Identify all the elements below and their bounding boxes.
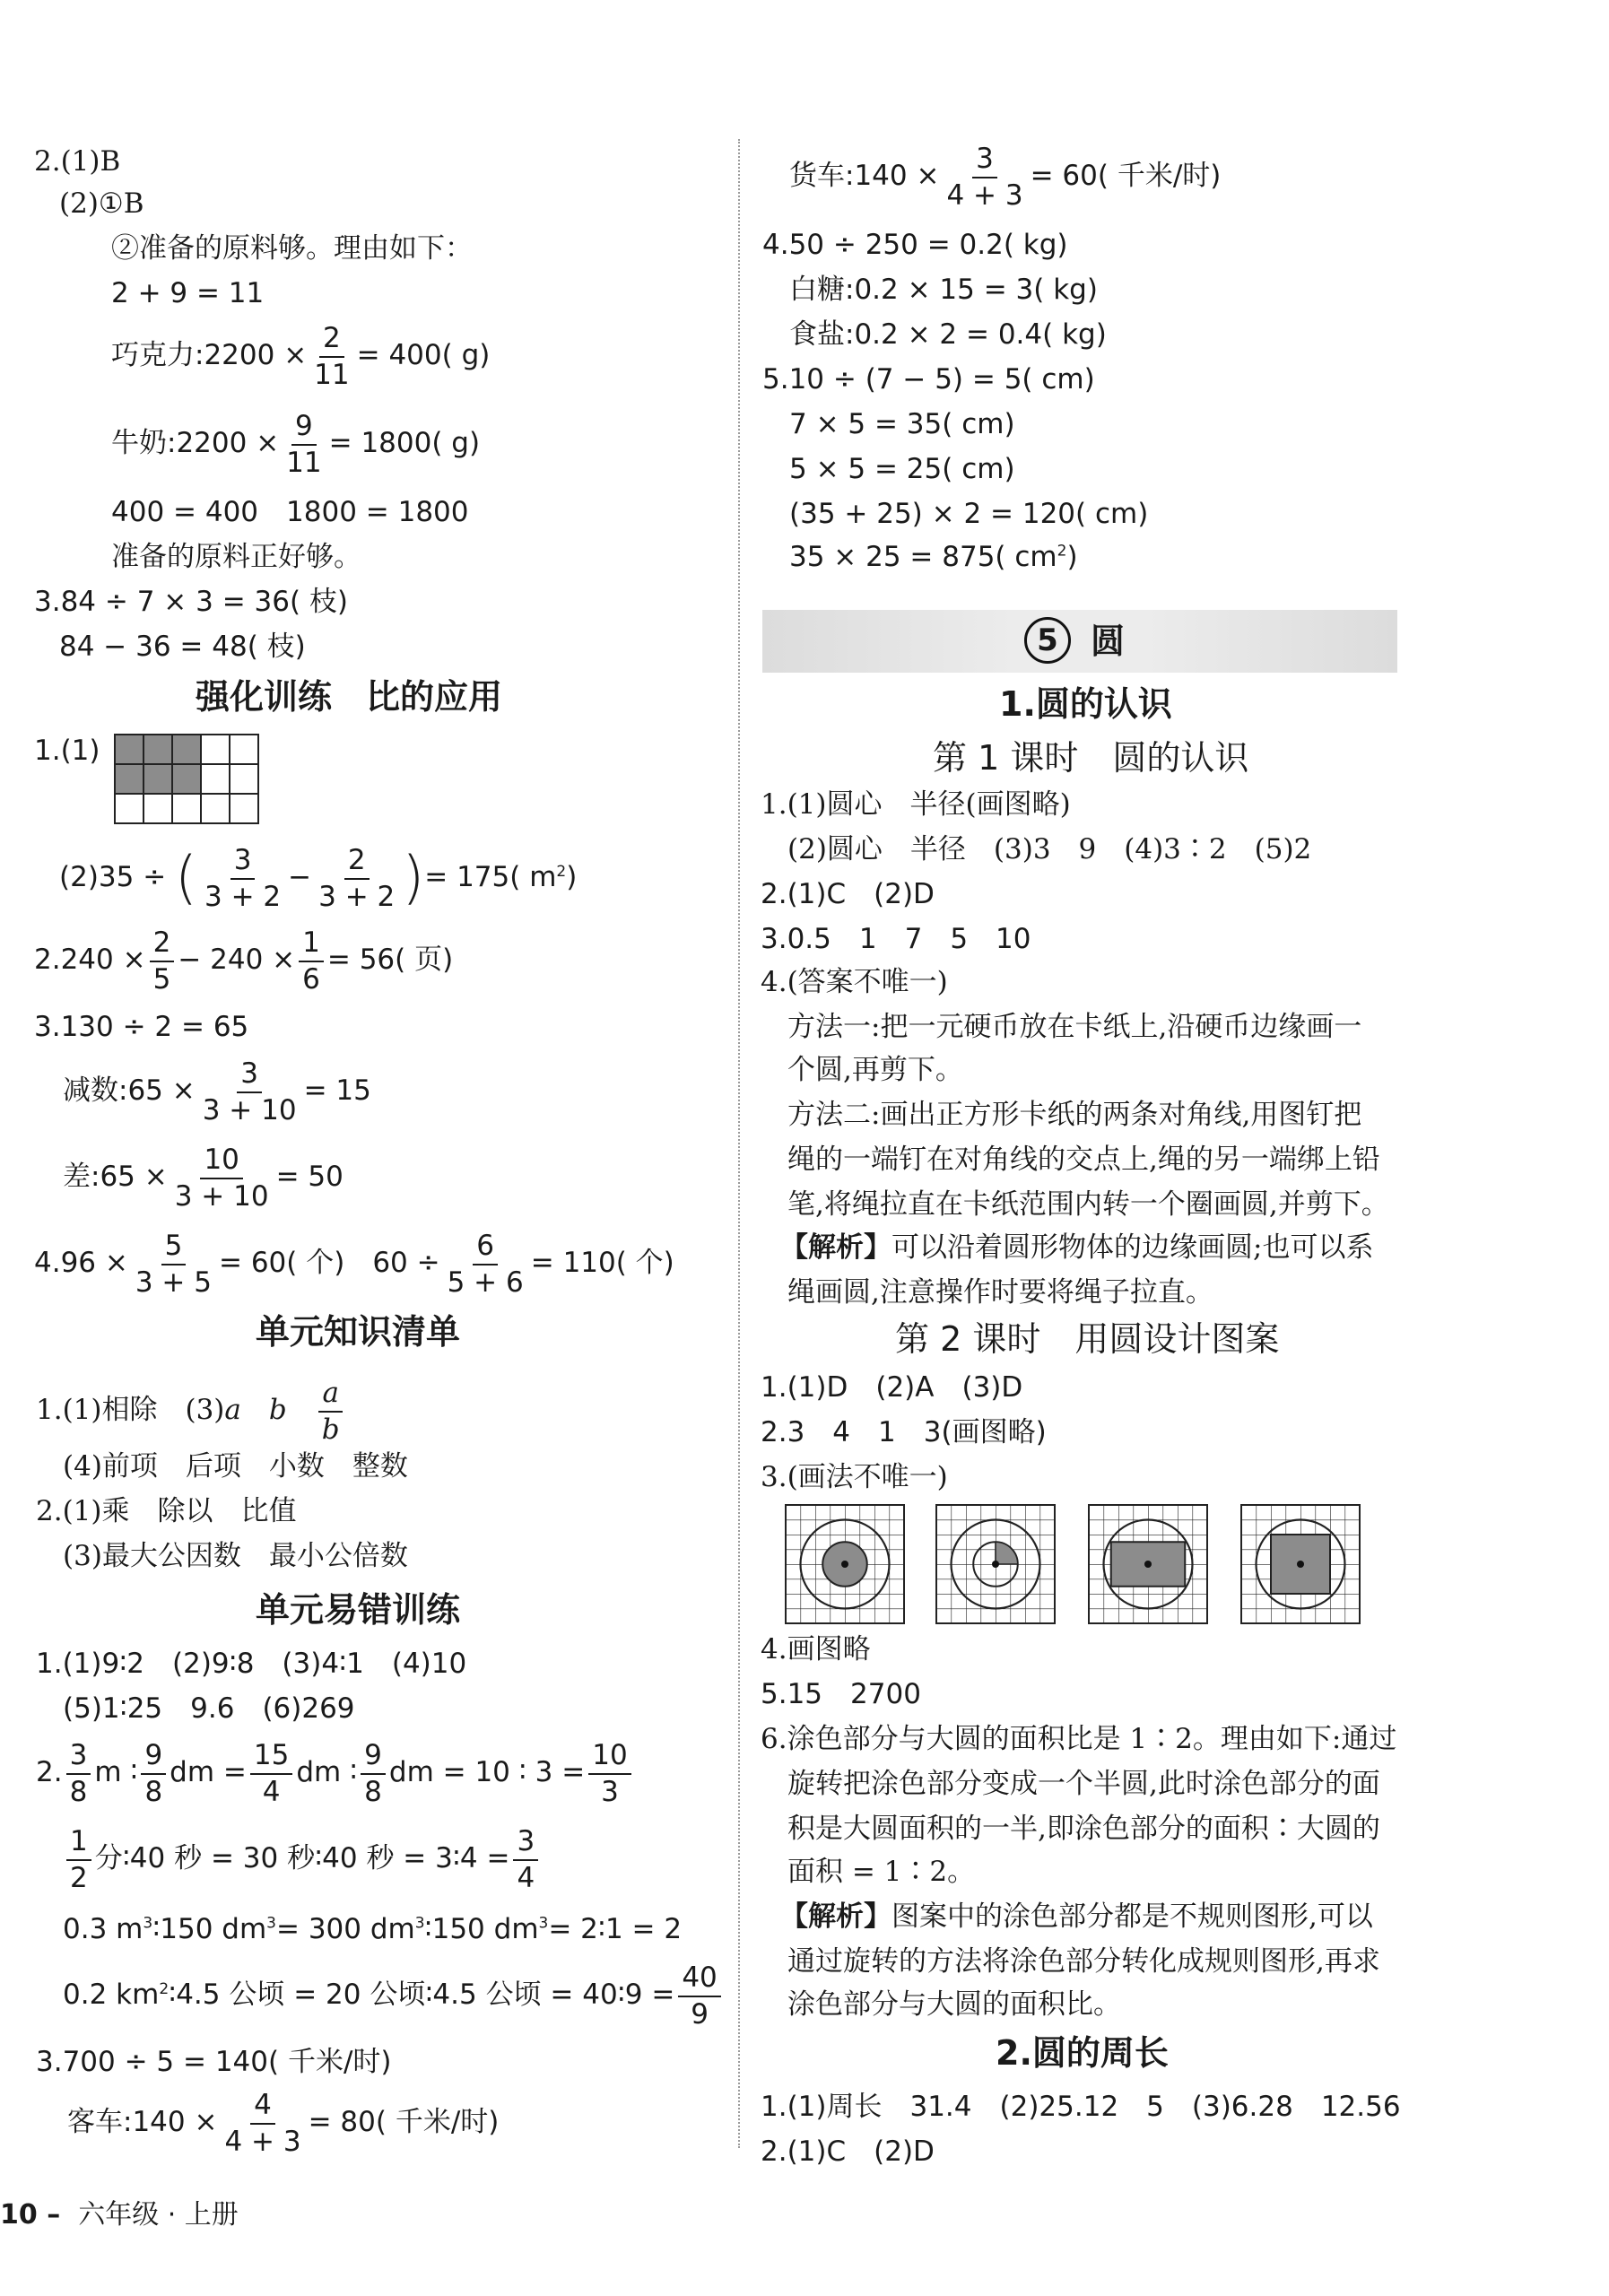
section-heading: 2.圆的周长 <box>996 2033 1169 2073</box>
answer-line: 个圆,再剪下。 <box>787 1054 963 1086</box>
variable-b: b <box>268 1394 287 1427</box>
text-fragment: 减数:65 × <box>63 1074 196 1108</box>
answer-line: 积是大圆面积的一半,即涂色部分的面积∶大圆的 <box>787 1813 1380 1845</box>
denominator: 4 <box>262 1775 281 1808</box>
fraction <box>283 411 325 478</box>
analysis-line <box>780 1900 1373 1933</box>
answer-line: 3.(画法不唯一) <box>761 1461 948 1493</box>
text-fragment: 4.96 × <box>34 1247 128 1280</box>
answer-line: (4)前项 后项 小数 整数 <box>63 1450 408 1483</box>
text-fragment: = 300 dm <box>275 1913 415 1945</box>
text-fragment: = 80( 千米/时) <box>308 2106 500 2139</box>
answer-line: 6.涂色部分与大圆的面积比是 1∶2。理由如下:通过 <box>761 1723 1397 1755</box>
numerator: 2 <box>150 927 175 962</box>
unit-title: 圆 <box>1091 622 1126 661</box>
superscript: 2 <box>159 1979 170 1998</box>
analysis-label: 【解析】 <box>780 1900 891 1933</box>
design-figure-4 <box>1241 1505 1360 1623</box>
answer-line: 4.50 ÷ 250 = 0.2( kg) <box>762 229 1068 261</box>
denominator: 2 <box>70 1861 88 1894</box>
numerator: 5 <box>161 1231 187 1265</box>
answer-line: 面积 = 1∶2。 <box>787 1856 976 1888</box>
ratio-grid-figure <box>114 734 266 825</box>
answer-line <box>34 1231 674 1298</box>
denominator: 4 <box>517 1861 535 1894</box>
denominator: 8 <box>144 1775 163 1808</box>
numerator: 6 <box>473 1231 498 1265</box>
lesson-heading: 第 2 课时 用圆设计图案 <box>895 1319 1280 1359</box>
text-fragment: = 50 <box>275 1161 344 1194</box>
answer-line: 食盐:0.2 × 2 = 0.4( kg) <box>789 318 1107 351</box>
fraction <box>318 1378 344 1445</box>
text-fragment: = 400( g) <box>356 339 491 372</box>
numerator: 1 <box>66 1826 91 1861</box>
text-fragment: 0.2 km <box>63 1979 160 2012</box>
analysis-label: 【解析】 <box>780 1231 891 1264</box>
answer-line: 笔,将绳拉直在卡纸范围内转一个圈画圆,并剪下。 <box>787 1188 1389 1221</box>
section-heading: 强化训练 比的应用 <box>196 677 503 717</box>
superscript: 2 <box>1057 542 1067 561</box>
fraction <box>250 1740 292 1807</box>
answer-line <box>34 927 453 995</box>
analysis-line: 通过旋转的方法将涂色部分转化成规则图形,再求 <box>787 1945 1380 1978</box>
text-fragment: 分∶40 秒 = 30 秒∶40 秒 = 3∶4 = <box>94 1842 510 1875</box>
text-fragment: 2. <box>36 1756 63 1789</box>
answer-line: (5)1∶25 9.6 (6)269 <box>63 1692 355 1725</box>
answer-line: (3)最大公因数 最小公倍数 <box>63 1540 408 1572</box>
analysis-line: 涂色部分与大圆的面积比。 <box>787 1988 1121 2021</box>
answer-line: 3.130 ÷ 2 = 65 <box>34 1011 249 1043</box>
numerator: 4 <box>250 2090 275 2125</box>
denominator: 4 + 3 <box>946 178 1023 212</box>
page-number: 10 – <box>0 2199 61 2231</box>
text-fragment: 货车:140 × <box>789 160 940 193</box>
text-fragment: dm ∶ <box>296 1756 358 1789</box>
denominator: 3 + 5 <box>135 1265 212 1299</box>
denominator: 3 + 2 <box>318 880 396 913</box>
answer-line <box>789 144 1221 211</box>
text-fragment: dm = <box>170 1756 247 1789</box>
numerator: 3 <box>237 1058 262 1093</box>
answer-line: 准备的原料正好够。 <box>111 541 361 573</box>
answer-line: 2 + 9 = 11 <box>111 277 265 309</box>
answer-line: 绳的一端钉在对角线的交点上,绳的另一端绑上铅 <box>787 1144 1380 1176</box>
answer-line: 1.(1)D (2)A (3)D <box>761 1371 1023 1404</box>
answer-line: 3.700 ÷ 5 = 140( 千米/时) <box>36 2046 392 2078</box>
denominator: 8 <box>69 1775 88 1808</box>
text-fragment: (2)35 ÷ <box>59 861 167 894</box>
answer-line <box>63 1962 725 2030</box>
text-fragment: = 1800( g) <box>328 427 481 460</box>
circle-design-figures <box>784 1503 1367 1629</box>
text-fragment: m ∶ <box>94 1756 138 1789</box>
fraction <box>678 1962 720 2030</box>
answer-line: (2)①B <box>59 187 144 220</box>
answer-line: 1.(1)圆心 半径(画图略) <box>761 788 1071 821</box>
text-fragment: 差:65 × <box>63 1161 168 1194</box>
answer-line: 2.3 4 1 3(画图略) <box>761 1416 1047 1448</box>
numerator: 15 <box>250 1740 292 1775</box>
fraction <box>299 927 324 995</box>
answer-line: 方法二:画出正方形卡纸的两条对角线,用图钉把 <box>787 1099 1362 1131</box>
design-figure-1 <box>786 1505 904 1623</box>
answer-line: 1.(1)周长 31.4 (2)25.12 5 (3)6.28 12.56 <box>761 2091 1401 2123</box>
text-fragment: dm = 10 ∶ 3 = <box>388 1756 586 1789</box>
design-figure-2 <box>936 1505 1055 1623</box>
denominator: 4 + 3 <box>224 2125 301 2158</box>
denominator: 3 + 10 <box>202 1093 297 1126</box>
answer-line: 5.15 2700 <box>761 1678 921 1710</box>
section-heading: 单元易错训练 <box>256 1590 461 1630</box>
fraction <box>361 1740 386 1807</box>
text-fragment: 1.(1)相除 (3) <box>36 1394 225 1427</box>
denominator: 3 + 10 <box>174 1179 269 1213</box>
superscript: 3 <box>538 1914 549 1933</box>
text-fragment: ) <box>1066 541 1078 573</box>
fraction <box>444 1231 527 1298</box>
grade-label: 六年级 · 上册 <box>78 2199 239 2231</box>
numerator: a <box>318 1378 342 1413</box>
superscript: 3 <box>143 1914 153 1933</box>
fraction <box>310 323 352 390</box>
numerator: 9 <box>141 1740 166 1775</box>
answer-line <box>63 1826 542 1893</box>
text-fragment: 2.240 × <box>34 944 146 977</box>
fraction <box>943 144 1026 211</box>
text-fragment: ) <box>566 861 578 894</box>
text-fragment: = 2∶1 = 2 <box>548 1913 683 1945</box>
denominator: 9 <box>691 1997 709 2031</box>
answer-line <box>111 323 490 390</box>
numerator: 10 <box>200 1144 242 1179</box>
column-divider <box>738 139 740 2148</box>
answer-line <box>63 1144 344 1212</box>
answer-line: 5.10 ÷ (7 − 5) = 5( cm) <box>762 363 1095 396</box>
answer-line <box>36 1378 347 1445</box>
fraction <box>221 2090 304 2157</box>
fraction <box>513 1826 538 1893</box>
unit-number-badge: 5 <box>1024 617 1071 664</box>
page-footer <box>0 2192 239 2231</box>
answer-line <box>63 1913 683 1945</box>
answer-line: 1.(1) <box>34 735 100 767</box>
answer-line: 2.(1)乘 除以 比值 <box>36 1495 297 1527</box>
numerator: 9 <box>361 1740 386 1775</box>
fraction <box>132 1231 215 1298</box>
denominator: 6 <box>302 962 320 996</box>
paren: ) <box>402 845 425 912</box>
superscript: 3 <box>266 1914 276 1933</box>
denominator: 11 <box>314 358 350 391</box>
answer-line: 2.(1)C (2)D <box>761 2135 935 2168</box>
unit-banner <box>762 610 1397 673</box>
text-fragment: 0.3 m <box>63 1913 144 1945</box>
text-fragment: − 240 × <box>178 944 296 977</box>
answer-line: (35 + 25) × 2 = 120( cm) <box>789 498 1149 530</box>
text-fragment: = 110( 个) <box>530 1247 674 1280</box>
answer-line: ②准备的原料够。理由如下： <box>111 232 473 265</box>
text-fragment: 巧克力:2200 × <box>111 339 308 372</box>
text-fragment: ∶150 dm <box>152 1913 267 1945</box>
paren: ( <box>175 845 198 912</box>
numerator: 3 <box>230 845 256 880</box>
text-fragment: 35 × 25 = 875( cm <box>789 541 1057 573</box>
analysis-line: 绳画圆,注意操作时要将绳子拉直。 <box>787 1276 1213 1309</box>
answer-line: 3.0.5 1 7 5 10 <box>761 923 1031 955</box>
denominator: 8 <box>364 1775 382 1808</box>
answer-line: 白糖:0.2 × 15 = 3( kg) <box>789 274 1098 306</box>
answer-line: 4.画图略 <box>761 1633 871 1665</box>
answer-line: 1.(1)9∶2 (2)9∶8 (3)4∶1 (4)10 <box>36 1648 467 1680</box>
numerator: 2 <box>319 323 344 358</box>
superscript: 3 <box>414 1914 425 1933</box>
answer-line: 旋转把涂色部分变成一个半圆,此时涂色部分的面 <box>787 1768 1380 1800</box>
answer-line <box>789 541 1078 573</box>
numerator: 40 <box>678 1962 720 1997</box>
fraction <box>588 1740 631 1807</box>
numerator: 2 <box>344 845 370 880</box>
numerator: 10 <box>588 1740 631 1775</box>
text-fragment: 图案中的涂色部分都是不规则图形,可以 <box>891 1900 1373 1933</box>
answer-line <box>59 845 577 912</box>
denominator: 5 + 6 <box>447 1265 524 1299</box>
fraction <box>66 1826 91 1893</box>
answer-line: 2.(1)C (2)D <box>761 878 935 910</box>
text-fragment: ∶150 dm <box>424 1913 539 1945</box>
answer-line <box>63 1058 371 1126</box>
numerator: 3 <box>513 1826 538 1861</box>
answer-line: 84 − 36 = 48( 枝) <box>59 631 306 663</box>
denominator: 3 <box>601 1775 619 1808</box>
answer-line: (2)圆心 半径 (3)3 9 (4)3∶2 (5)2 <box>787 833 1312 865</box>
text-fragment: = 60( 千米/时) <box>1030 160 1222 193</box>
fraction <box>66 1740 91 1807</box>
answer-line <box>36 1740 635 1807</box>
analysis-line <box>780 1231 1374 1264</box>
denominator: b <box>321 1413 340 1446</box>
denominator: 11 <box>286 446 322 479</box>
numerator: 9 <box>291 411 317 446</box>
denominator: 3 + 2 <box>204 880 282 913</box>
numerator: 1 <box>299 927 324 962</box>
fraction <box>150 927 175 995</box>
fraction <box>141 1740 166 1807</box>
answer-line: 方法一:把一元硬币放在卡纸上,沿硬币边缘画一 <box>787 1011 1362 1043</box>
text-fragment: 客车:140 × <box>67 2106 218 2139</box>
answer-line: 4.(答案不唯一) <box>761 966 948 998</box>
fraction <box>315 845 398 912</box>
fraction <box>199 1058 300 1126</box>
design-figure-3 <box>1089 1505 1207 1623</box>
fraction <box>171 1144 273 1212</box>
text-fragment: ∶4.5 公顷 = 20 公顷∶4.5 公顷 = 40∶9 = <box>169 1979 675 2012</box>
answer-line: 400 = 400 1800 = 1800 <box>111 496 469 528</box>
text-fragment: − <box>288 861 312 894</box>
section-heading: 1.圆的认识 <box>999 684 1172 724</box>
answer-line <box>111 411 480 478</box>
lesson-heading: 第 1 课时 圆的认识 <box>933 738 1249 778</box>
answer-line: 7 × 5 = 35( cm) <box>789 408 1015 440</box>
answer-line: 5 × 5 = 25( cm) <box>789 453 1015 485</box>
text-fragment: = 15 <box>303 1074 371 1108</box>
section-heading: 单元知识清单 <box>256 1312 461 1352</box>
answer-line <box>67 2090 499 2157</box>
variable-a: a <box>224 1394 241 1427</box>
text-fragment: 可以沿着圆形物体的边缘画圆;也可以系 <box>891 1231 1374 1264</box>
answer-line: 3.84 ÷ 7 × 3 = 36( 枝) <box>34 586 349 618</box>
text-fragment: = 60( 个) 60 ÷ <box>219 1247 440 1280</box>
numerator: 3 <box>972 144 997 178</box>
fraction <box>201 845 284 912</box>
superscript: 2 <box>556 862 567 881</box>
denominator: 5 <box>152 962 171 996</box>
text-fragment: = 56( 页) <box>326 944 454 977</box>
answer-line: 2.(1)B <box>34 145 121 178</box>
text-fragment: = 175( m <box>424 861 557 894</box>
numerator: 3 <box>66 1740 91 1775</box>
text-fragment: 牛奶:2200 × <box>111 427 280 460</box>
